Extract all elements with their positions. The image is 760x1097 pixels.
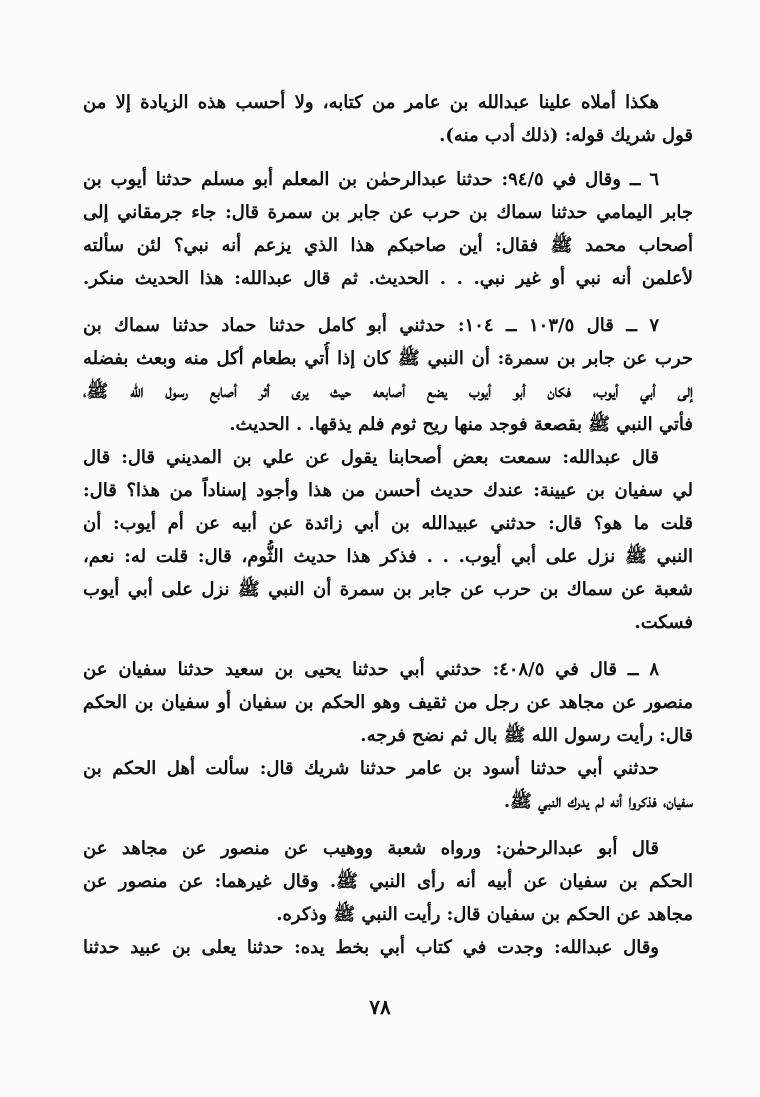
- text-line: الحكم بن سفيان عن أبيه أنه رأى النبي ﷺ. وقال غيرهما: عن منصور عن: [83, 871, 693, 892]
- text-line: النبي ﷺ نزل على أبي أيوب. . . فذكر هذا حديث الثُّوم، قال: قلت له: نعم،: [83, 546, 693, 567]
- text-line: فأتي النبي ﷺ بقصعة فوجد منها ريح ثوم فلم يذقها. . الحديث.: [229, 414, 693, 435]
- text-line: قال أبو عبدالرحمٰن: ورواه شعبة ووهيب عن منصور عن مجاهد عن: [83, 838, 659, 859]
- text-line: هكذا أملاه علينا عبدالله بن عامر من كتابه، ولا أحسب هذه الزيادة إلا من: [83, 92, 659, 113]
- paragraph-8: [83, 653, 693, 752]
- paragraph-7: [83, 309, 693, 441]
- text-line: قال: رأيت رسول الله ﷺ بال ثم نضح فرجه.: [360, 725, 693, 746]
- text-line: فسكت.: [634, 612, 693, 633]
- text-line: قول شريك قوله: (ذلك أدب منه).: [439, 125, 693, 146]
- text-line: لي سفيان بن عيينة: عندك حديث أحسن من هذا وأجود إسناداً من هذا؟ قال:: [83, 480, 693, 501]
- text-line: إلى أبي أيوب، فكان أبو أيوب يضع أصابعه حيث يرى أثر أصابع رسول الله ﷺ،: [83, 381, 693, 402]
- text-line: أصحاب محمد ﷺ فقال: أين صاحبكم هذا الذي يزعم أنه نبي؟ لئن سألته: [83, 235, 693, 256]
- paragraph-abu-abdurrahman: [83, 832, 693, 931]
- text-line: مجاهد عن الحكم بن سفيان قال: رأيت النبي ﷺ وذكره.: [276, 904, 693, 925]
- paragraph-6: [83, 163, 693, 295]
- text-line: قلت ما هو؟ قال: حدثني عبيدالله بن أبي زائدة عن أبيه عن أم أيوب: أن: [83, 513, 693, 534]
- paragraph-intro: [83, 86, 693, 152]
- paragraph-aswad: [83, 752, 693, 818]
- text-line: وقال عبدالله: وجدت في كتاب أبي بخط يده: حدثنا يعلى بن عبيد حدثنا: [83, 937, 659, 958]
- text-line: شعبة عن سماك بن حرب عن جابر بن سمرة أن النبي ﷺ نزل على أبي أيوب: [83, 579, 693, 600]
- text-line: لأعلمن أنه نبي أو غير نبي. . . الحديث. ثم قال عبدالله: هذا الحديث منكر.: [83, 268, 693, 289]
- text-line: ٧ ــ قال ١٠٣/٥ ــ ١٠٤: حدثني أبو كامل حدثنا حماد حدثنا سماك بن: [83, 315, 659, 336]
- text-line: حرب عن جابر بن سمرة: أن النبي ﷺ كان إذا أُتي بطعام أكل منه وبعث بفضله: [83, 348, 693, 369]
- text-line: حدثني أبي حدثنا أسود بن عامر حدثنا شريك قال: سألت أهل الحكم بن: [83, 758, 659, 779]
- paragraph-wajadtu: [83, 931, 693, 964]
- page-number: ٧٨: [369, 995, 391, 1019]
- text-line: سفيان، فذكروا أنه لم يدرك النبي ﷺ.: [503, 791, 693, 812]
- text-line: منصور عن مجاهد عن رجل من ثقيف وهو الحكم بن سفيان أو سفيان بن الحكم: [83, 692, 693, 713]
- page-body: [83, 86, 693, 964]
- text-line: جابر اليمامي حدثنا سماك بن حرب عن جابر بن سمرة قال: جاء جرمقاني إلى: [83, 202, 693, 223]
- text-line: ٨ ــ قال في ٤٠٨/٥: حدثني أبي حدثنا يحيى بن سعيد حدثنا سفيان عن: [83, 659, 660, 680]
- paragraph-abdullah-note: [83, 441, 693, 639]
- text-line: ٦ ــ وقال في ٩٤/٥: حدثنا عبدالرحمٰن بن المعلم أبو مسلم حدثنا أيوب بن: [83, 169, 659, 190]
- text-line: قال عبدالله: سمعت بعض أصحابنا يقول عن علي بن المديني قال: قال: [83, 447, 659, 468]
